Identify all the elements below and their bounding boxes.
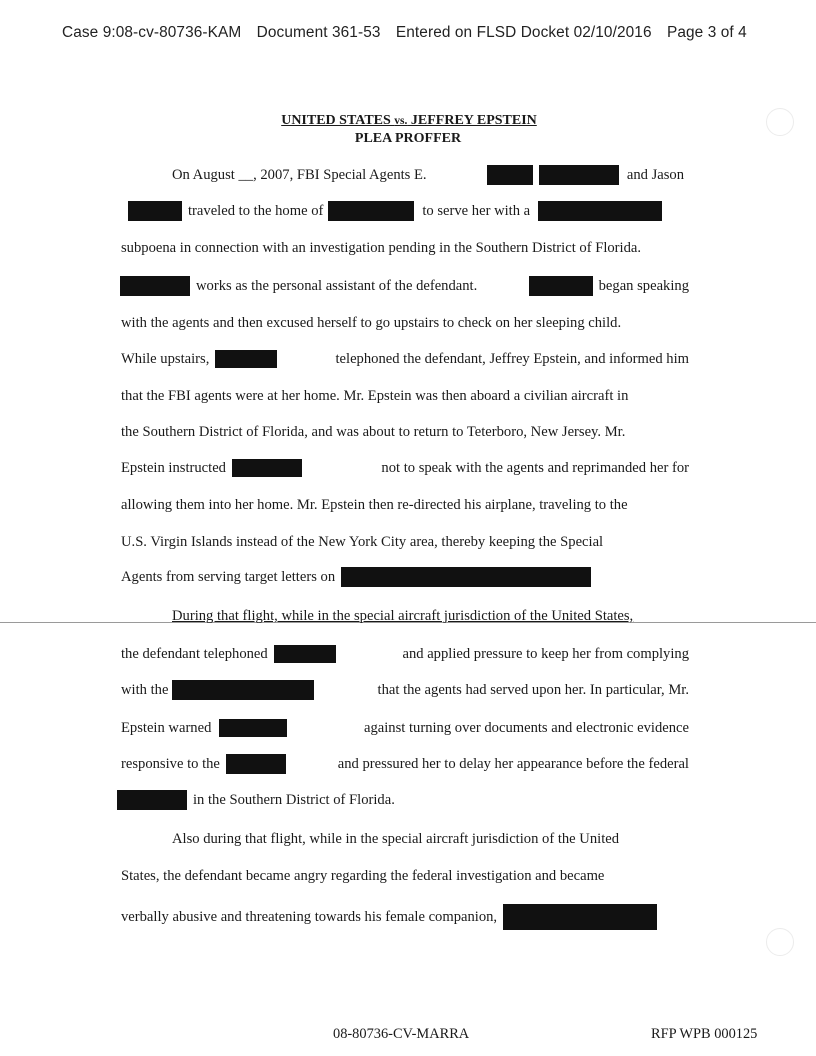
redaction-box xyxy=(538,201,662,221)
text-line-16: Epstein warned against turning over documents and electronic evidence xyxy=(121,720,689,736)
redaction-box xyxy=(328,201,414,221)
docket-header xyxy=(62,24,758,42)
text-line-14: the defendant telephoned and applied pressure to keep her from complying xyxy=(121,646,689,662)
title-line-1: UNITED STATES vs. JEFFREY EPSTEIN xyxy=(281,113,537,128)
document-number: Document 361-53 xyxy=(256,24,381,41)
text-line-11: U.S. Virgin Islands instead of the New York City area, thereby keeping the Special xyxy=(121,534,604,550)
redaction-box xyxy=(120,276,190,296)
text-line-18: in the Southern District of Florida. xyxy=(117,790,685,810)
text-line-20: States, the defendant became angry regarding the federal investigation and became xyxy=(121,868,605,884)
title-line-2: PLEA PROFFER xyxy=(354,131,462,146)
punch-hole-mark xyxy=(766,108,794,136)
redaction-box xyxy=(539,165,619,185)
redaction-box xyxy=(117,790,187,810)
text-line-8: the Southern District of Florida, and was about to return to Teterboro, New Jersey. Mr. xyxy=(121,424,626,440)
text-line-10: allowing them into her home. Mr. Epstein then re-directed his airplane, traveling to the xyxy=(121,497,628,513)
redaction-box xyxy=(503,904,657,930)
text-line-12: Agents from serving target letters on xyxy=(121,567,689,587)
redaction-box xyxy=(215,350,277,368)
redaction-box xyxy=(219,719,287,737)
text-line-19: Also during that flight, while in the special aircraft jurisdiction of the United xyxy=(172,831,620,847)
page-indicator: Page 3 of 4 xyxy=(667,24,747,41)
text-line-7: that the FBI agents were at her home. Mr. Epstein was then aboard a civilian aircraft in xyxy=(121,388,629,404)
redaction-box xyxy=(226,754,286,774)
text-line-4: works as the personal assistant of the defendant. began speaking xyxy=(120,276,689,296)
case-footer: 08-80736-CV-MARRA xyxy=(333,1026,470,1042)
text-line-1: On August __, 2007, FBI Special Agents E. and Jason xyxy=(172,167,684,183)
entered-date: Entered on FLSD Docket 02/10/2016 xyxy=(395,24,652,41)
punch-hole-mark xyxy=(766,928,794,956)
redaction-box xyxy=(172,680,314,700)
document-title xyxy=(0,112,816,147)
text-line-9: Epstein instructed not to speak with the agents and reprimanded her for xyxy=(121,460,689,476)
redaction-box xyxy=(487,165,533,185)
redaction-box xyxy=(341,567,591,587)
redaction-box xyxy=(232,459,302,477)
text-line-5: with the agents and then excused herself to go upstairs to check on her sleeping child. xyxy=(121,315,622,331)
redaction-box xyxy=(274,645,336,663)
text-line-3: subpoena in connection with an investigation pending in the Southern District of Florida. xyxy=(121,240,642,256)
case-number: Case 9:08-cv-80736-KAM xyxy=(62,24,242,41)
redaction-box xyxy=(128,201,182,221)
bates-number: RFP WPB 000125 xyxy=(651,1026,758,1042)
text-line-6: While upstairs, telephoned the defendant, Jeffrey Epstein, and informed him xyxy=(121,351,689,367)
text-line-13: During that flight, while in the special aircraft jurisdiction of the United States, xyxy=(172,608,634,624)
text-line-17: responsive to the and pressured her to delay her appearance before the federal xyxy=(121,756,689,772)
redaction-box xyxy=(529,276,593,296)
text-line-15: with the that the agents had served upon her. In particular, Mr. xyxy=(121,682,689,698)
text-line-2: traveled to the home of to serve her with a xyxy=(128,201,699,221)
text-line-21: verbally abusive and threatening towards his female companion, xyxy=(121,904,717,924)
